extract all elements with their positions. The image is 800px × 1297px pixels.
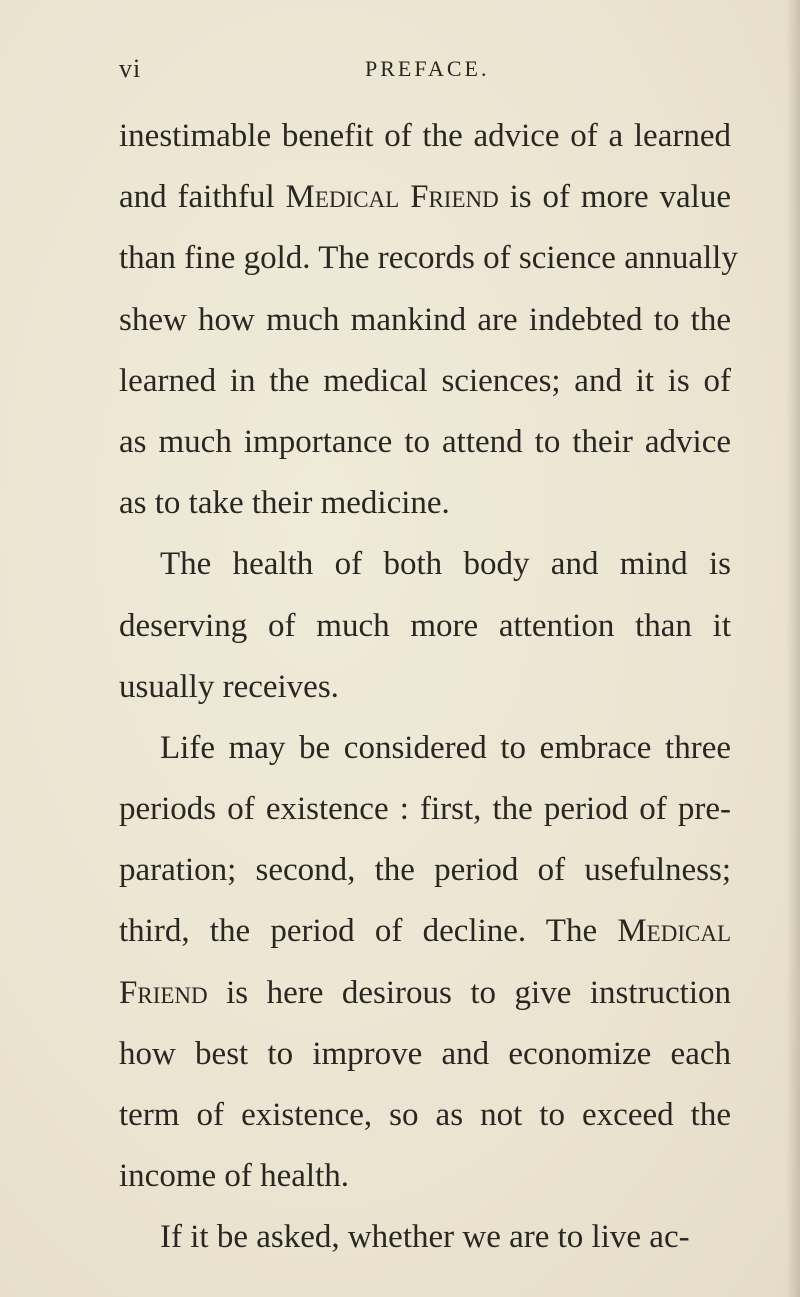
- text-line: [119, 840, 731, 901]
- text-run: paration; second, the period of usefulness;: [119, 852, 731, 889]
- text-line: [119, 901, 731, 962]
- text-run: as much importance to attend to their advice: [119, 423, 731, 460]
- text-line: [119, 1146, 731, 1207]
- text-run: periods of existence : first, the period of pre-: [119, 791, 731, 828]
- text-line: [119, 228, 738, 289]
- text-line: [119, 596, 731, 657]
- text-line: [119, 779, 731, 840]
- text-run: shew how much mankind are indebted to the: [119, 301, 731, 338]
- text-run: term of existence, so as not to exceed the: [119, 1097, 731, 1133]
- text-run: Life may be considered to embrace three: [160, 729, 731, 766]
- small-caps-phrase: Friend: [119, 974, 208, 1011]
- text-run: is of more value: [498, 179, 731, 216]
- page-edge-shadow: [786, 0, 800, 1297]
- text-line: [119, 473, 731, 534]
- text-line: [119, 290, 731, 351]
- text-run: than fine gold. The records of science annually: [119, 240, 738, 277]
- small-caps-phrase: Medical: [617, 913, 731, 950]
- text-line: [119, 718, 731, 779]
- text-line: [119, 963, 731, 1024]
- text-run: how best to improve and economize each: [119, 1035, 731, 1072]
- text-run: is here desirous to give instruction: [207, 974, 731, 1011]
- text-line: [119, 1085, 731, 1146]
- text-run: The health of both body and mind is: [160, 546, 731, 583]
- small-caps-phrase: Medical Friend: [285, 179, 499, 216]
- running-title: PREFACE.: [365, 56, 490, 81]
- text-line: [119, 1207, 731, 1268]
- text-line: [119, 351, 731, 412]
- text-run: and faithful: [119, 179, 286, 216]
- page-number: vi: [119, 54, 142, 83]
- text-line: [119, 534, 731, 595]
- running-head: [119, 54, 729, 84]
- text-line: [119, 657, 731, 718]
- text-line: [119, 412, 731, 473]
- text-run: deserving of much more attention than it: [119, 607, 731, 644]
- text-run: inestimable benefit of the advice of a learned: [119, 118, 731, 154]
- text-run: learned in the medical sciences; and it is of: [119, 362, 731, 399]
- text-line: [119, 1024, 731, 1085]
- body-text: [119, 106, 738, 1269]
- text-run: usually receives.: [119, 668, 339, 705]
- text-run: income of health.: [119, 1158, 350, 1195]
- text-run: as to take their medicine.: [119, 485, 450, 522]
- text-run: third, the period of decline. The: [119, 913, 618, 950]
- text-line: [119, 167, 731, 228]
- text-run: If it be asked, whether we are to live ac-: [160, 1219, 690, 1256]
- text-line: [119, 106, 731, 167]
